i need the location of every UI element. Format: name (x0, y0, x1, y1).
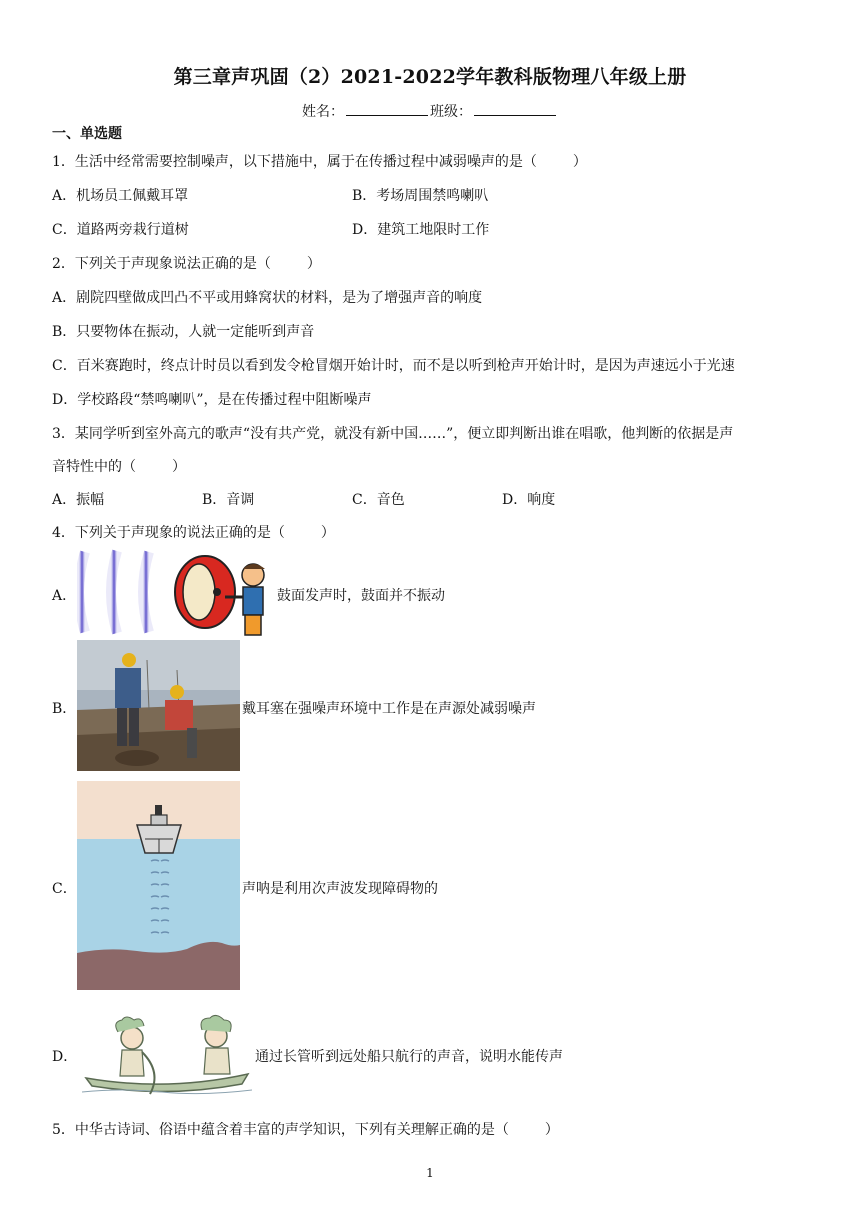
name-label: 姓名： (302, 104, 344, 120)
question-5-text: 5．中华古诗词、俗语中蕴含着丰富的声学知识，下列有关理解正确的是（ (52, 1122, 509, 1138)
question-3-stem-line-2 (52, 456, 186, 476)
question-3-option-b: B．音调 (202, 492, 255, 508)
question-4-option-c-label: C． (52, 881, 77, 897)
question-1-stem (52, 151, 587, 171)
document-title: 第三章声巩固（2）2021-2022学年教科版物理八年级上册 (173, 66, 687, 88)
question-1-text: 1．生活中经常需要控制噪声，以下措施中，属于在传播过程中减弱噪声的是（ (52, 154, 537, 170)
question-4-option-c-text: 声呐是利用次声波发现障碍物的 (242, 881, 438, 897)
question-4-text: 4．下列关于声现象的说法正确的是（ (52, 525, 285, 541)
boat-listening-figure (82, 1012, 252, 1104)
question-2-close: ） (306, 256, 321, 272)
question-1-option-a: A．机场员工佩戴耳罩 (52, 188, 189, 204)
question-5-stem (52, 1119, 559, 1139)
drum-sound-wave-figure (77, 547, 275, 637)
class-blank[interactable] (474, 104, 556, 116)
class-label: 班级： (430, 104, 472, 120)
workers-photo (77, 640, 240, 771)
question-3-option-d: D．响度 (502, 492, 556, 508)
question-3-option-a: A．振幅 (52, 492, 105, 508)
page-number: 1 (426, 1166, 434, 1180)
question-2-option-c: C．百米赛跑时，终点计时员以看到发令枪冒烟开始计时，而不是以听到枪声开始计时，是因为声速远小于光速 (52, 358, 735, 374)
question-2-option-b: B．只要物体在振动，人就一定能听到声音 (52, 324, 315, 340)
name-class-line (0, 101, 860, 121)
question-4-option-d-label: D． (52, 1049, 78, 1065)
question-3-text: 音特性中的（ (52, 459, 136, 475)
question-2-option-d: D．学校路段“禁鸣喇叭”，是在传播过程中阻断噪声 (52, 392, 372, 408)
question-5-close: ） (544, 1122, 559, 1138)
question-4-option-a-label: A． (52, 588, 77, 604)
question-4-option-d-text: 通过长管听到远处船只航行的声音，说明水能传声 (255, 1049, 563, 1065)
question-3-close: ） (172, 459, 186, 475)
question-4-stem (52, 522, 335, 542)
question-4-option-b-text: 戴耳塞在强噪声环境中工作是在声源处减弱噪声 (242, 701, 536, 717)
sonar-ship-figure (77, 781, 240, 990)
question-2-text: 2．下列关于声现象说法正确的是（ (52, 256, 271, 272)
question-1-option-c: C．道路两旁栽行道树 (52, 222, 189, 238)
name-blank[interactable] (346, 104, 428, 116)
question-2-option-a: A．剧院四壁做成凹凸不平或用蜂窝状的材料，是为了增强声音的响度 (52, 290, 483, 306)
section-heading: 一、单选题 (52, 126, 122, 142)
question-1-option-b: B．考场周围禁鸣喇叭 (352, 188, 489, 204)
question-4-close: ） (320, 525, 335, 541)
question-3-stem-line-1: 3．某同学听到室外高亢的歌声“没有共产党，就没有新中国……”，便立即判断出谁在唱歌，他判断的依据是声 (52, 426, 734, 442)
question-1-close: ） (572, 154, 587, 170)
question-4-option-b-label: B． (52, 701, 77, 717)
question-3-option-c: C．音色 (352, 492, 405, 508)
question-2-stem (52, 253, 321, 273)
question-1-option-d: D．建筑工地限时工作 (352, 222, 490, 238)
question-4-option-a-text: 鼓面发声时，鼓面并不振动 (277, 588, 445, 604)
